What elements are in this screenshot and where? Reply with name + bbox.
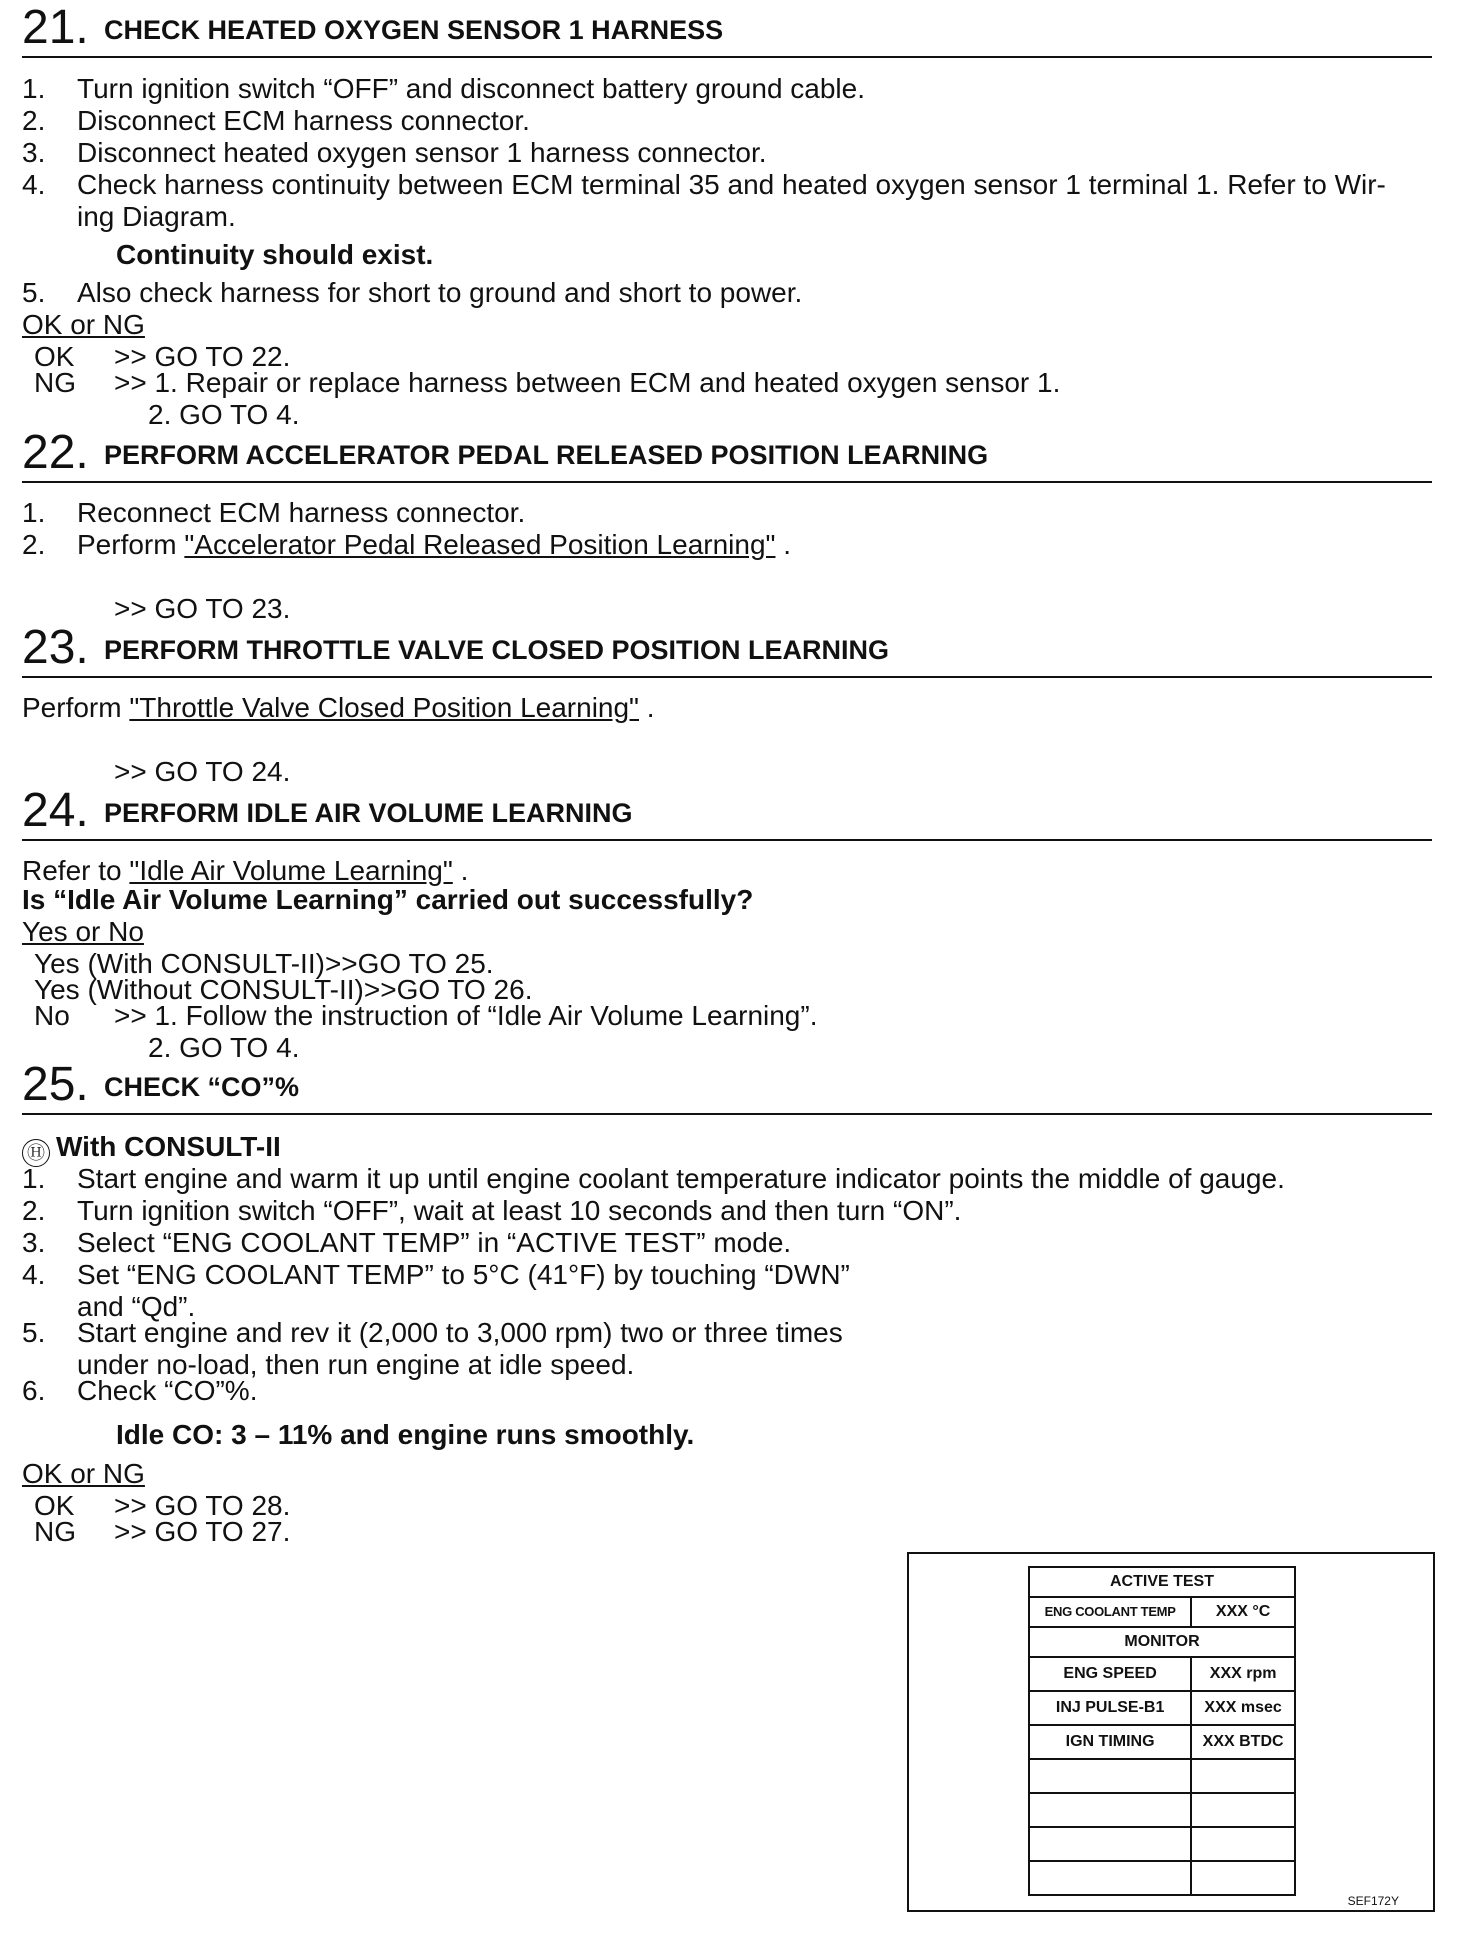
question-text: Is “Idle Air Volume Learning” carried out successfully? — [22, 884, 754, 915]
step-item — [22, 1317, 872, 1381]
section-header — [22, 425, 1432, 483]
step-text: Disconnect ECM harness connector. — [77, 105, 530, 136]
section-number: 25. — [22, 1058, 89, 1111]
step-text: Reconnect ECM harness connector. — [77, 497, 526, 528]
table-cell-value: XXX rpm — [1191, 1657, 1295, 1691]
step-number: 6. — [22, 1375, 46, 1406]
step-number: 5. — [22, 1317, 46, 1348]
step-item — [22, 137, 1432, 169]
result-key: NG — [34, 367, 76, 398]
table-row-empty — [1029, 1827, 1295, 1861]
result-label: OK or NG — [22, 309, 145, 340]
step-text-suffix: . — [775, 529, 792, 560]
step-text: Turn ignition switch “OFF” and disconnect battery ground cable. — [77, 73, 866, 104]
result-label: Yes or No — [22, 916, 144, 947]
result-value-continued: 2. GO TO 4. — [148, 1032, 300, 1063]
step-item — [22, 1259, 872, 1323]
result-value: >> GO TO 28. — [114, 1490, 291, 1521]
result-value: Yes (Without CONSULT-II)>>GO TO 26. — [34, 974, 533, 1005]
section-21 — [22, 0, 1432, 430]
step-text: Set “ENG COOLANT TEMP” to 5°C (41°F) by touching “DWN” — [77, 1259, 850, 1290]
consult-label: With CONSULT-II — [56, 1131, 281, 1162]
step-item — [22, 529, 1432, 561]
section-22 — [22, 425, 1432, 624]
result-value: >> 1. Repair or replace harness between ECM and heated oxygen sensor 1. — [114, 367, 1061, 398]
section-title: CHECK HEATED OXYGEN SENSOR 1 HARNESS — [104, 15, 724, 45]
body-text-suffix: . — [639, 692, 655, 723]
idle-air-learning-link[interactable]: "Idle Air Volume Learning" — [129, 855, 453, 886]
section-title: PERFORM THROTTLE VALVE CLOSED POSITION LEARNING — [104, 635, 890, 665]
step-item — [22, 105, 1432, 137]
result-key: NG — [34, 1516, 76, 1547]
spec-text: Idle CO: 3 – 11% and engine runs smoothly. — [116, 1419, 695, 1450]
step-item — [22, 169, 1432, 233]
table-cell-empty — [1029, 1861, 1191, 1895]
section-number: 22. — [22, 426, 89, 479]
step-text-prefix: Perform — [77, 529, 185, 560]
step-number: 5. — [22, 277, 46, 308]
table-row — [1029, 1725, 1295, 1759]
body-text-suffix: . — [452, 855, 469, 886]
table-row — [1029, 1597, 1295, 1627]
table-cell-empty — [1029, 1827, 1191, 1861]
step-number: 3. — [22, 137, 46, 168]
step-text — [77, 529, 1432, 561]
section-header — [22, 783, 1432, 841]
step-text: Start engine and rev it (2,000 to 3,000 rpm) two or three times — [77, 1317, 843, 1348]
step-text: Check harness continuity between ECM terminal 35 and heated oxygen sensor 1 terminal 1. Refer to Wir- — [77, 169, 1386, 200]
step-text: Disconnect heated oxygen sensor 1 harness connector. — [77, 137, 767, 168]
section-header — [22, 620, 1432, 678]
table-cell-value: XXX BTDC — [1191, 1725, 1295, 1759]
step-number: 1. — [22, 1163, 46, 1194]
step-text-continued: under no-load, then run engine at idle speed. — [77, 1349, 635, 1380]
section-25 — [22, 1057, 1432, 1547]
step-item — [22, 1375, 872, 1407]
step-number: 4. — [22, 1259, 46, 1290]
result-value: >> GO TO 27. — [114, 1516, 291, 1547]
body-text-prefix: Perform — [22, 692, 130, 723]
result-key: OK — [34, 341, 75, 372]
table-cell-label: IGN TIMING — [1029, 1725, 1191, 1759]
step-text: Select “ENG COOLANT TEMP” in “ACTIVE TEST” mode. — [77, 1227, 792, 1258]
section-header — [22, 1057, 1432, 1115]
table-subheader: MONITOR — [1029, 1627, 1295, 1657]
table-cell-empty — [1191, 1759, 1295, 1793]
throttle-learning-link[interactable]: "Throttle Valve Closed Position Learning" — [129, 692, 639, 723]
table-cell-empty — [1029, 1759, 1191, 1793]
step-text: Start engine and warm it up until engine coolant temperature indicator points the middle of gauge. — [77, 1163, 1285, 1194]
section-number: 23. — [22, 621, 89, 674]
step-item — [22, 1227, 1432, 1259]
result-key: No — [34, 1000, 70, 1031]
result-value: Yes (With CONSULT-II)>>GO TO 25. — [34, 948, 494, 979]
table-cell-empty — [1191, 1827, 1295, 1861]
table-cell-value: XXX msec — [1191, 1691, 1295, 1725]
step-number: 4. — [22, 169, 46, 200]
section-24 — [22, 783, 1432, 1063]
section-number: 21. — [22, 1, 89, 54]
step-text-continued: ing Diagram. — [77, 201, 236, 232]
table-cell-empty — [1029, 1793, 1191, 1827]
step-text: Turn ignition switch “OFF”, wait at least 10 seconds and then turn “ON”. — [77, 1195, 962, 1226]
step-text: Also check harness for short to ground and short to power. — [77, 277, 803, 308]
step-text-continued: and “Qd”. — [77, 1291, 196, 1322]
spec-text: Continuity should exist. — [116, 239, 434, 270]
step-item — [22, 1195, 1432, 1227]
accelerator-learning-link[interactable]: "Accelerator Pedal Released Position Learning" — [184, 529, 776, 560]
table-cell-label: INJ PULSE-B1 — [1029, 1691, 1191, 1725]
step-number: 1. — [22, 497, 46, 528]
table-row-empty — [1029, 1861, 1295, 1895]
step-number: 2. — [22, 529, 46, 560]
table-row — [1029, 1567, 1295, 1597]
result-value: >> GO TO 22. — [114, 341, 291, 372]
section-title: PERFORM ACCELERATOR PEDAL RELEASED POSITION LEARNING — [104, 440, 989, 470]
body-text-prefix: Refer to — [22, 855, 130, 886]
goto-text: >> GO TO 23. — [114, 593, 291, 624]
section-23 — [22, 620, 1432, 787]
table-cell-label: ENG COOLANT TEMP — [1029, 1597, 1191, 1627]
section-title: CHECK “CO”% — [104, 1072, 300, 1102]
step-number: 2. — [22, 105, 46, 136]
active-test-figure — [907, 1552, 1435, 1912]
step-number: 3. — [22, 1227, 46, 1258]
active-test-table — [1028, 1566, 1296, 1896]
table-row-empty — [1029, 1759, 1295, 1793]
consult-ii-icon: Ⓗ — [22, 1139, 50, 1167]
goto-text: >> GO TO 24. — [114, 756, 291, 787]
figure-id: SEF172Y — [1347, 1894, 1399, 1908]
step-text: Check “CO”%. — [77, 1375, 258, 1406]
section-header — [22, 0, 1432, 58]
table-cell-empty — [1191, 1861, 1295, 1895]
table-row-empty — [1029, 1793, 1295, 1827]
result-key: OK — [34, 1490, 75, 1521]
consult-heading — [22, 1131, 281, 1167]
result-label: OK or NG — [22, 1458, 145, 1489]
table-row — [1029, 1657, 1295, 1691]
body-text — [22, 855, 468, 887]
result-value: >> 1. Follow the instruction of “Idle Air Volume Learning”. — [114, 1000, 818, 1031]
table-row — [1029, 1627, 1295, 1657]
step-item — [22, 73, 1432, 105]
section-title: PERFORM IDLE AIR VOLUME LEARNING — [104, 798, 633, 828]
step-item — [22, 1163, 1432, 1195]
table-row — [1029, 1691, 1295, 1725]
step-number: 1. — [22, 73, 46, 104]
table-cell-empty — [1191, 1793, 1295, 1827]
result-value-continued: 2. GO TO 4. — [148, 399, 300, 430]
table-cell-label: ENG SPEED — [1029, 1657, 1191, 1691]
step-item — [22, 277, 1432, 309]
section-number: 24. — [22, 784, 89, 837]
step-item — [22, 497, 1432, 529]
table-cell-value: XXX °C — [1191, 1597, 1295, 1627]
body-text — [22, 692, 655, 724]
table-header: ACTIVE TEST — [1029, 1567, 1295, 1597]
step-number: 2. — [22, 1195, 46, 1226]
